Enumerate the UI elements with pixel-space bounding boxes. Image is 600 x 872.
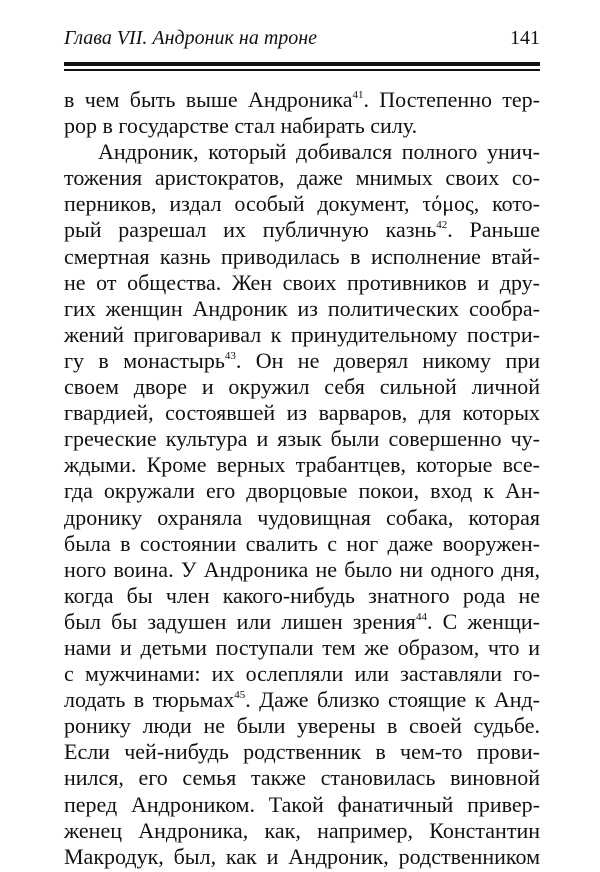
text-line [64,191,540,217]
line-text: перед Андроником. Такой фанатичный привер- [64,791,540,817]
line-text: нился, его семья также становилась виновной [64,765,540,791]
footnote-ref: 44 [415,610,427,623]
text-line [64,713,540,739]
line-text: ного воина. У Андроника не было ни одного дня, [64,556,540,582]
header-rule-thick [64,62,540,66]
line-text: лодать в тюрьмах [64,687,235,713]
line-text: была в состоянии свалить с ног даже вооружен- [64,530,540,556]
line-text: жений приговаривал к принудительному постри- [64,321,540,347]
line-text: дронику охраняла чудовищная собака, которая [64,504,540,530]
text-line [64,270,540,296]
text-line [64,739,540,765]
line-text: нами и детьми поступали тем же образом, что и [64,634,540,660]
text-line [64,478,540,504]
footnote-ref: 41 [352,89,364,101]
line-text: Андроник, который добивался полного унич- [98,139,540,165]
line-text: греческие культура и язык были совершенно чу- [64,426,540,452]
text-line [64,374,540,400]
line-text: своем дворе и окружил себя сильной личной [64,374,540,400]
text-line [64,818,540,844]
text-line [64,557,540,583]
line-text: в чем быть выше Андроника [64,87,353,112]
line-text: тожения аристократов, даже мнимых своих со- [64,165,540,191]
line-text: перников, издал особый документ, τόμος, кото- [64,191,540,217]
text-line [64,792,540,818]
line-text: смертная казнь приводилась в исполнение втай- [64,243,540,269]
line-text: Если чей-нибудь родственник в чем-то прови- [64,739,540,765]
text-line [64,165,540,191]
line-text: гвардией, состоявшей из варваров, для которых [64,400,540,426]
text-line [64,583,540,609]
line-text: . Раньше [447,217,541,243]
line-text: рор в государстве стал набирать силу. [64,113,418,139]
line-text: ронику люди не были уверены в своей судьбе. [64,713,540,739]
chapter-title: Глава VII. Андроник на троне [64,27,318,49]
running-header [64,27,540,53]
line-text: Макродук, был, как и Андроник, родственником [64,843,540,869]
line-text: . С женщи- [426,608,540,634]
page-number: 141 [510,27,540,49]
text-line [64,348,540,374]
text-line [64,505,540,531]
text-line [64,217,540,243]
text-line [64,400,540,426]
header-rule-thin [64,69,540,71]
line-text: гих женщин Андроник из политических сообра- [64,295,540,321]
footnote-ref: 42 [436,219,448,232]
text-line [64,113,540,139]
text-line [64,322,540,348]
text-line [64,244,540,270]
text-line [64,765,540,791]
footnote-ref: 45 [234,689,246,702]
text-line [64,661,540,687]
line-text: женец Андроника, как, например, Константин [64,817,540,843]
footnote-ref: 43 [224,349,236,362]
line-text: ждыми. Кроме верных трабантцев, которые все- [64,452,540,478]
text-line [64,296,540,322]
line-text: с мужчинами: их ослепляли или заставляли го- [64,661,540,687]
text-line [64,687,540,713]
line-text: рый разрешал их публичную казнь [64,217,437,243]
text-line [64,139,540,165]
line-text: гда окружали его дворцовые покои, вход к Ан- [64,478,540,504]
text-line [64,844,540,870]
line-text: гу в монастырь [64,347,225,373]
line-text: . Постепенно тер- [363,87,540,112]
text-line [64,635,540,661]
body-text [64,87,540,870]
text-line [64,609,540,635]
line-text: . Он не доверял никому при [235,347,540,373]
line-text: . Даже близко стоящие к Анд- [245,687,541,713]
text-line [64,531,540,557]
text-line [64,452,540,478]
line-text: не от общества. Жен своих противников и дру- [64,269,540,295]
line-text: был бы задушен или лишен зрения [64,608,416,634]
line-text: когда бы член какого-нибудь знатного рода не [64,582,540,608]
text-line [64,87,540,113]
text-line [64,426,540,452]
